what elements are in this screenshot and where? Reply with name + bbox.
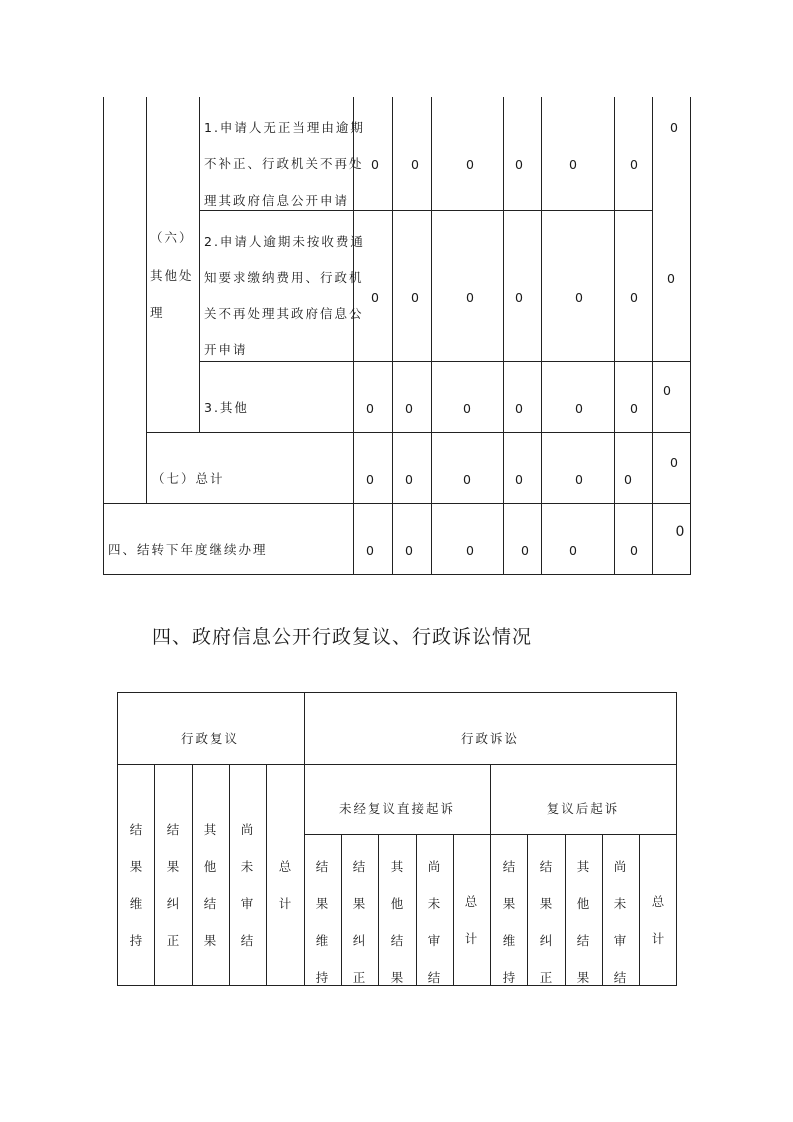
group-six-label: （六）: [150, 230, 194, 245]
table-line: [565, 834, 566, 986]
group-six-sub-label: 其他处: [150, 268, 194, 283]
cell-value: 0: [670, 120, 678, 135]
table-line: [117, 692, 677, 693]
reconsideration-header: 行政复议: [180, 731, 240, 746]
cell-value: 0: [670, 455, 678, 470]
cell-value: 0: [515, 472, 523, 487]
cell-value: 0: [411, 290, 419, 305]
row-label: 理其政府信息公开申请: [204, 193, 350, 208]
cell-value: 0: [663, 383, 671, 398]
table-line: [146, 97, 147, 503]
table-line: [154, 764, 155, 986]
table-line: [103, 574, 691, 575]
cell-value: 0: [466, 543, 474, 558]
cell-value: 0: [515, 401, 523, 416]
direct-suit-header: 未经复议直接起诉: [338, 801, 456, 816]
table-line: [192, 764, 193, 986]
column-header-corrected: 结 果 纠 正: [539, 859, 553, 985]
table-line: [199, 361, 691, 362]
cell-value: 0: [630, 157, 638, 172]
cell-value: 0: [366, 472, 374, 487]
litigation-header: 行政诉讼: [460, 731, 520, 746]
carryover-label: 四、结转下年度继续办理: [108, 542, 268, 557]
cell-value: 0: [630, 401, 638, 416]
table-line: [117, 764, 677, 765]
table-line: [103, 503, 691, 504]
after-reconsideration-header: 复议后起诉: [546, 801, 620, 816]
column-header-other: 其 他 结 果: [390, 859, 404, 985]
table-line: [676, 692, 677, 986]
cell-value: 0: [411, 157, 419, 172]
cell-value: 0: [630, 290, 638, 305]
row-label: 知要求缴纳费用、行政机: [204, 270, 364, 285]
cell-value: 0: [624, 472, 632, 487]
cell-value: 0: [575, 401, 583, 416]
table-line: [117, 692, 118, 986]
column-header-total: 总 计: [464, 894, 478, 946]
column-header-other: 其 他 结 果: [203, 822, 217, 948]
row-label: 开申请: [204, 342, 248, 357]
row-label: 关不再处理其政府信息公: [204, 306, 364, 321]
column-header-total: 总 计: [651, 894, 665, 946]
column-header-corrected: 结 果 纠 正: [352, 859, 366, 985]
table-line: [527, 834, 528, 986]
row-label: 2.申请人逾期未按收费通: [204, 234, 365, 249]
column-header-corrected: 结 果 纠 正: [166, 822, 180, 948]
cell-value: 0: [405, 401, 413, 416]
cell-value: 0: [575, 472, 583, 487]
group-six-sub-label: 理: [150, 305, 165, 320]
table-line: [304, 692, 305, 986]
column-header-pending: 尚 未 审 结: [240, 822, 254, 948]
table-line: [378, 834, 379, 986]
cell-value: 0: [569, 543, 577, 558]
section-heading: 四、政府信息公开行政复议、行政诉讼情况: [152, 626, 533, 648]
row-label: 3.其他: [204, 400, 249, 415]
cell-value: 0: [667, 271, 675, 286]
cell-value: 0: [405, 472, 413, 487]
row-label: 不补正、行政机关不再处: [204, 156, 364, 171]
cell-value: 0: [569, 157, 577, 172]
row-label: 1.申请人无正当理由逾期: [204, 120, 365, 135]
cell-value: 0: [575, 290, 583, 305]
column-header-pending: 尚 未 审 结: [427, 859, 441, 985]
table-line: [341, 834, 342, 986]
cell-value: 0: [515, 157, 523, 172]
column-header-pending: 尚 未 审 结: [613, 859, 627, 985]
total-label: （七）总计: [152, 471, 225, 486]
table-line: [266, 764, 267, 986]
table-line: [146, 432, 691, 433]
cell-value: 0: [466, 290, 474, 305]
table-line: [199, 97, 200, 432]
table-line: [602, 834, 603, 986]
cell-value: 0: [463, 472, 471, 487]
cell-value: 0: [463, 401, 471, 416]
cell-value: 0: [366, 543, 374, 558]
cell-value: 0: [521, 543, 529, 558]
table-line: [490, 764, 491, 986]
column-header-other: 其 他 结 果: [576, 859, 590, 985]
table-line: [639, 834, 640, 986]
cell-value: 0: [366, 401, 374, 416]
table-line: [229, 764, 230, 986]
cell-value: 0: [630, 543, 638, 558]
column-header-total: 总 计: [278, 859, 292, 911]
table-line: [199, 210, 653, 211]
cell-value: 0: [466, 157, 474, 172]
column-header-upheld: 结 果 维 持: [129, 822, 143, 948]
cell-value: 0: [515, 290, 523, 305]
table-line: [416, 834, 417, 986]
cell-value: 0: [371, 157, 379, 172]
cell-value: 0: [675, 524, 685, 540]
column-header-upheld: 结 果 维 持: [502, 859, 516, 985]
table-line: [453, 834, 454, 986]
column-header-upheld: 结 果 维 持: [315, 859, 329, 985]
cell-value: 0: [405, 543, 413, 558]
cell-value: 0: [371, 290, 379, 305]
